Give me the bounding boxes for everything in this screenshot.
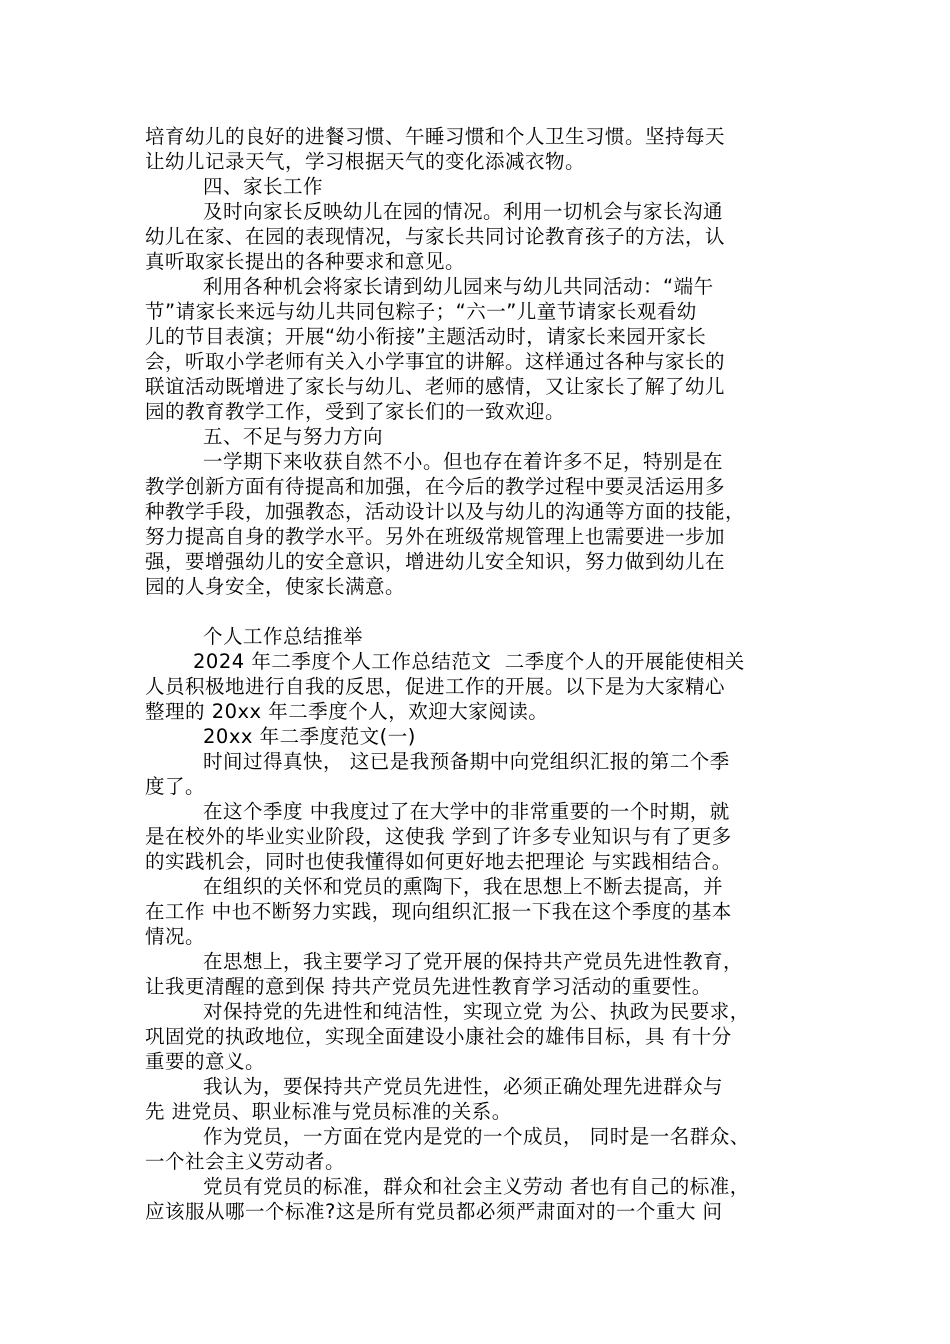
text-line: 园的教育教学工作，受到了家长们的一致欢迎。 <box>145 400 566 423</box>
text-line: 应该服从哪一个标准?这是所有党员都必须严肃面对的一个重大 问 <box>145 1200 723 1223</box>
text-line: 作为党员，一方面在党内是党的一个成员， 同时是一名群众、 <box>203 1125 750 1148</box>
text-line: 在工作 中也不断努力实践，现向组织汇报一下我在这个季度的基本 <box>145 900 732 923</box>
text-line: 在这个季度 中我度过了在大学中的非常重要的一个时期，就 <box>203 800 730 823</box>
text-line: 幼儿在家、在园的表现情况，与家长共同讨论教育孩子的方法，认 <box>145 225 726 248</box>
section-heading: 四、家长工作 <box>203 175 324 198</box>
text-line: 一学期下来收获自然不小。但也存在着许多不足，特别是在 <box>203 450 724 473</box>
text-line: 强，要增强幼儿的安全意识，增进幼儿安全知识，努力做到幼儿在 <box>145 550 726 573</box>
text-line: 巩固党的执政地位，实现全面建设小康社会的雄伟目标，具 有十分 <box>145 1025 732 1048</box>
section-heading: 五、不足与努力方向 <box>203 425 384 448</box>
text-line: 重要的意义。 <box>145 1050 266 1073</box>
text-line: 教学创新方面有待提高和加强，在今后的教学过程中要灵活运用多 <box>145 475 726 498</box>
text-line: 在思想上，我主要学习了党开展的保持共产党员先进性教育， <box>203 950 744 973</box>
text-line: 培育幼儿的良好的进餐习惯、午睡习惯和个人卫生习惯。坚持每天 <box>145 125 726 148</box>
text-line: 对保持党的先进性和纯洁性，实现立党 为公、执政为民要求， <box>203 1000 750 1023</box>
text-line: 及时向家长反映幼儿在园的情况。利用一切机会与家长沟通 <box>203 200 724 223</box>
text-line: 让我更清醒的意到保 持共产党员先进性教育学习活动的重要性。 <box>145 975 712 998</box>
text-line: 联谊活动既增进了家长与幼儿、老师的感情，又让家长了解了幼儿 <box>145 375 726 398</box>
text-line: 一个社会主义劳动者。 <box>145 1150 346 1173</box>
text-line: 园的人身安全，使家长满意。 <box>145 575 406 598</box>
text-line: 整理的 20xx 年二季度个人，欢迎大家阅读。 <box>145 700 549 723</box>
text-line: 种教学手段，加强教态，活动设计以及与幼儿的沟通等方面的技能， <box>145 500 746 523</box>
text-line: 的实践机会，同时也使我懂得如何更好地去把理论 与实践相结合。 <box>145 850 732 873</box>
text-line: 党员有党员的标准，群众和社会主义劳动 者也有自己的标准， <box>203 1175 750 1198</box>
text-line: 儿的节目表演；开展“幼小衔接”主题活动时，请家长来园开家长 <box>145 325 707 348</box>
blank-line <box>145 599 815 624</box>
text-line: 人员积极地进行自我的反思，促进工作的开展。以下是为大家精心 <box>145 675 726 698</box>
text-line: 让幼儿记录天气，学习根据天气的变化添减衣物。 <box>145 150 586 173</box>
text-line: 在组织的关怀和党员的熏陶下，我在思想上不断去提高，并 <box>203 875 724 898</box>
text-line: 情况。 <box>145 925 206 948</box>
text-line: 利用各种机会将家长请到幼儿园来与幼儿共同活动：“端午 <box>203 275 714 298</box>
text-line: 努力提高自身的教学水平。另外在班级常规管理上也需要进一步加 <box>145 525 726 548</box>
subsection-heading: 20xx 年二季度范文(一) <box>203 725 416 748</box>
text-line: 会，听取小学老师有关入小学事宜的讲解。这样通过各种与家长的 <box>145 350 726 373</box>
text-line: 先 进党员、职业标准与党员标准的关系。 <box>145 1100 512 1123</box>
text-line: 2024 年二季度个人工作总结范文 二季度个人的开展能使相关 <box>193 650 745 673</box>
text-line: 节”请家长来远与幼儿共同包粽子；“六一”儿童节请家长观看幼 <box>145 300 697 323</box>
article-title: 个人工作总结推举 <box>203 625 364 648</box>
document-body <box>145 124 815 1224</box>
text-line: 是在校外的毕业实业阶段，这使我 学到了许多专业知识与有了更多 <box>145 825 732 848</box>
text-line: 度了。 <box>145 775 206 798</box>
text-line: 真听取家长提出的各种要求和意见。 <box>145 250 466 273</box>
text-line: 时间过得真快， 这已是我预备期中向党组织汇报的第二个季 <box>203 750 730 773</box>
text-line: 我认为，要保持共产党员先进性，必须正确处理先进群众与 <box>203 1075 724 1098</box>
